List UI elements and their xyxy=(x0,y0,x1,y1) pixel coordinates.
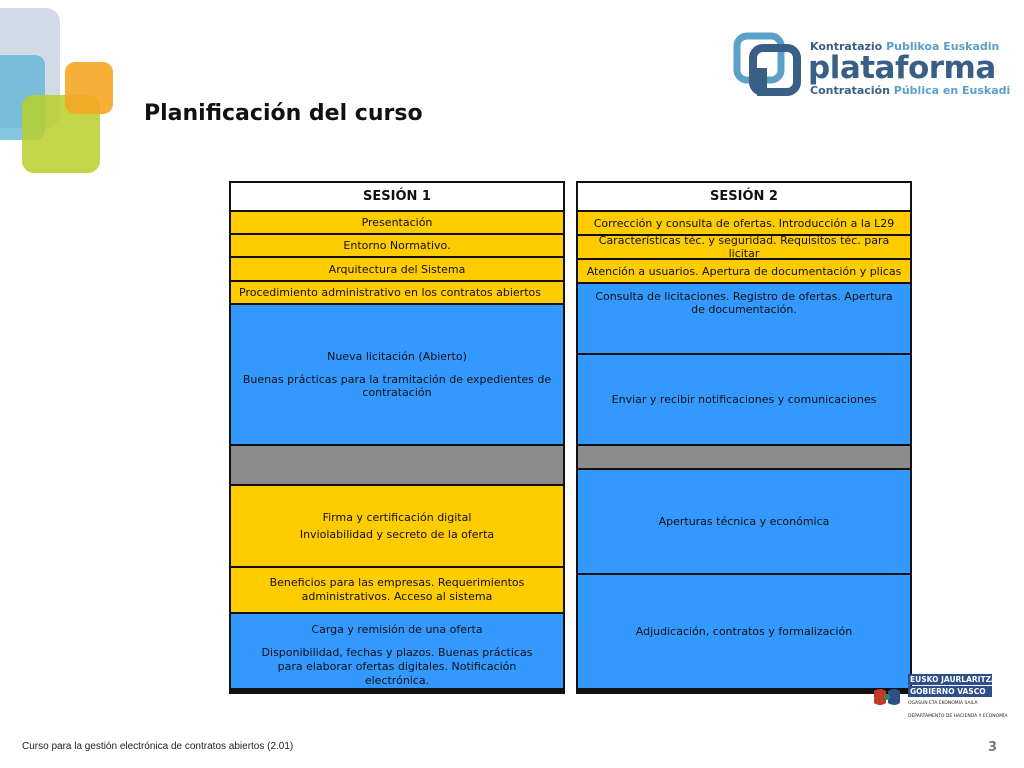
gov-line-basque: EUSKO JAURLARITZA xyxy=(910,675,997,684)
gov-dept-spanish: DEPARTAMENTO DE HACIENDA Y ECONOMÍA xyxy=(908,714,1008,719)
session-1-row-line: Buenas prácticas para la tramitación de expedientes de contratación xyxy=(242,373,552,399)
decorative-square-orange xyxy=(65,62,113,114)
session-1-row-line: Carga y remisión de una oferta xyxy=(311,623,483,636)
gov-line-spanish: GOBIERNO VASCO xyxy=(908,686,992,697)
session-1-row xyxy=(231,486,563,566)
logo-top-line: Kontratazio Publikoa Euskadin xyxy=(810,40,1000,53)
session-2-header: SESIÓN 2 xyxy=(578,183,910,210)
page-title: Planificación del curso xyxy=(144,101,423,126)
session-2-break-row xyxy=(578,446,910,468)
session-1-row-line: Nueva licitación (Abierto) xyxy=(327,350,467,363)
session-1-row-line: Inviolabilidad y secreto de la oferta xyxy=(299,528,495,541)
session-1-row: Entorno Normativo. xyxy=(231,235,563,256)
session-1-row: Presentación xyxy=(231,212,563,233)
session-2-row: Consulta de licitaciones. Registro de ofertas. Apertura de documentación. xyxy=(578,284,910,353)
session-1-break-row xyxy=(231,446,563,484)
session-1-row-line: Firma y certificación digital xyxy=(322,511,472,524)
gov-dept-basque: OGASUN ETA EKONOMIA SAILA xyxy=(908,701,978,706)
session-1-row: Beneficios para las empresas. Requerimientos administrativos. Acceso al sistema xyxy=(231,568,563,612)
session-2-row: Enviar y recibir notificaciones y comunicaciones xyxy=(578,355,910,444)
session-1-row-line: Disponibilidad, fechas y plazos. Buenas prácticas para elaborar ofertas digitales. Notificación electrónica. xyxy=(261,646,533,687)
session-2-row: Características téc. y seguridad. Requisitos téc. para licitar xyxy=(578,236,910,258)
session-1-table xyxy=(229,181,565,694)
session-1-header: SESIÓN 1 xyxy=(231,183,563,210)
logo-wordmark: plataforma xyxy=(808,50,996,86)
logo-bottom-line: Contratación Pública en Euskadi xyxy=(810,84,1011,97)
session-2-row: Aperturas técnica y económica xyxy=(578,470,910,573)
plataforma-logo-icon xyxy=(733,30,801,98)
session-2-table xyxy=(576,181,912,694)
session-2-row: Corrección y consulta de ofertas. Introducción a la L29 xyxy=(578,212,910,234)
gobierno-vasco-logo xyxy=(872,673,1008,733)
session-1-row: Arquitectura del Sistema xyxy=(231,258,563,280)
session-1-row: Procedimiento administrativo en los contratos abiertos xyxy=(231,282,563,303)
page-number: 3 xyxy=(988,740,998,755)
session-2-row: Adjudicación, contratos y formalización xyxy=(578,575,910,688)
coat-of-arms-icon xyxy=(872,685,906,707)
session-1-row xyxy=(231,614,563,688)
footer-text: Curso para la gestión electrónica de contratos abiertos (2.01) xyxy=(22,741,294,752)
plataforma-logo xyxy=(733,30,1011,100)
session-2-row: Atención a usuarios. Apertura de documentación y plicas xyxy=(578,260,910,282)
session-1-row xyxy=(231,305,563,444)
